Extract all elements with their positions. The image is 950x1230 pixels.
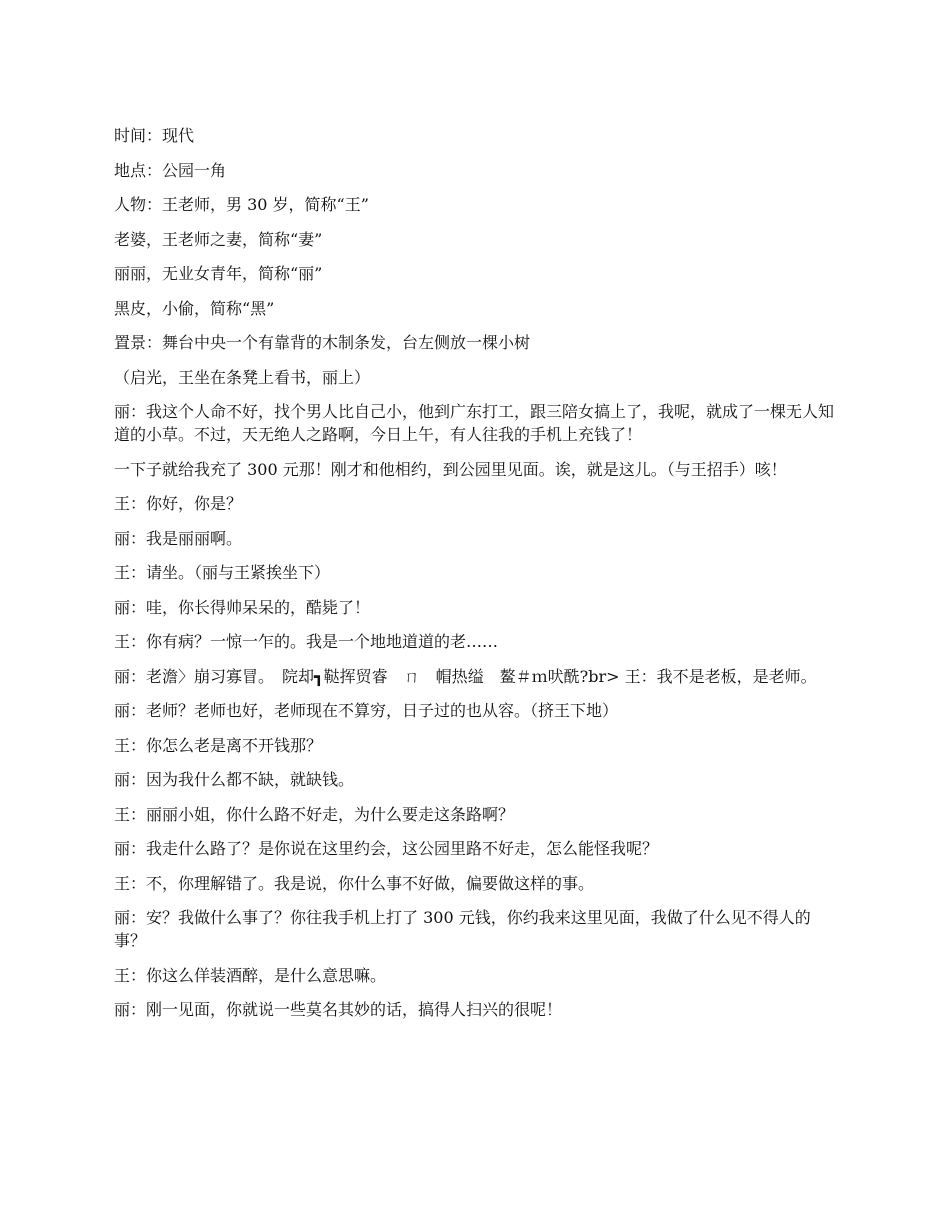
- dialogue-line: 丽：老师？老师也好，老师现在不算穷，日子过的也从容。（挤王下地）: [114, 701, 619, 720]
- dialogue-line: 丽：安？我做什么事了？你往我手机上打了 300 元钱，你约我来这里见面，我做了什么见不得人的事？: [114, 908, 811, 950]
- dialogue-line: 丽：因为我什么都不缺，就缺钱。: [114, 770, 355, 789]
- dialogue-line: 王：你怎么老是离不开钱那？: [114, 735, 323, 755]
- dialogue-line: 丽：老澹〉崩习寡冒。 院却┓鞑挥贸睿 ㄇ 帽热缢 鳌＃ｍ吠酰?br> 王：我不是老板，是老师。: [114, 666, 817, 686]
- dialogue-line: 王：丽丽小姐，你什么路不好走，为什么要走这条路啊？: [114, 804, 515, 824]
- stage-direction: （启光，王坐在条凳上看书，丽上）: [114, 367, 371, 387]
- document-body: [114, 124, 834, 1033]
- scene-time: 时间：现代: [114, 126, 195, 145]
- dialogue-line: 王：不，你理解错了。我是说，你什么事不好做，偏要做这样的事。: [114, 873, 595, 893]
- stage-setting: 置景：舞台中央一个有靠背的木制条发，台左侧放一棵小树: [114, 333, 531, 352]
- character-wife: 老婆，王老师之妻，简称“妻”: [114, 229, 323, 249]
- dialogue-line: 王：请坐。（丽与王紧挨坐下）: [114, 563, 331, 582]
- character-lili: 丽丽，无业女青年，简称“丽”: [114, 264, 323, 283]
- character-heipi: 黑皮，小偷，简称“黑”: [114, 298, 275, 318]
- dialogue-line: 丽：我走什么路了？是你说在这里约会，这公园里路不好走，怎么能怪我呢？: [114, 839, 659, 858]
- dialogue-line: 王：你这么佯装酒醉，是什么意思嘛。: [114, 965, 387, 985]
- character-wang: 人物：王老师，男 30 岁，简称“王”: [114, 195, 369, 214]
- scene-location: 地点：公园一角: [114, 160, 227, 180]
- dialogue-line: 王：你有病？一惊一乍的。我是一个地地道道的老……: [114, 632, 499, 651]
- dialogue-line: 丽：刚一见面，你就说一些莫名其妙的话，搞得人扫兴的很呢！: [114, 1000, 563, 1019]
- dialogue-line: 一下子就给我充了 300 元那！刚才和他相约，到公园里见面。诶，就是这儿。（与王招手）咳！: [114, 459, 787, 479]
- dialogue-line: 丽：我是丽丽啊。: [114, 528, 243, 548]
- dialogue-line: 丽：我这个人命不好，找个男人比自己小，他到广东打工，跟三陪女搞上了，我呢，就成了一棵无人知道的小草。不过，天无绝人之路啊，今日上午，有人往我的手机上充钱了！: [114, 402, 835, 444]
- dialogue-line: 丽：哇，你长得帅呆呆的，酷毙了！: [114, 597, 371, 617]
- dialogue-line: 王：你好，你是？: [114, 494, 243, 513]
